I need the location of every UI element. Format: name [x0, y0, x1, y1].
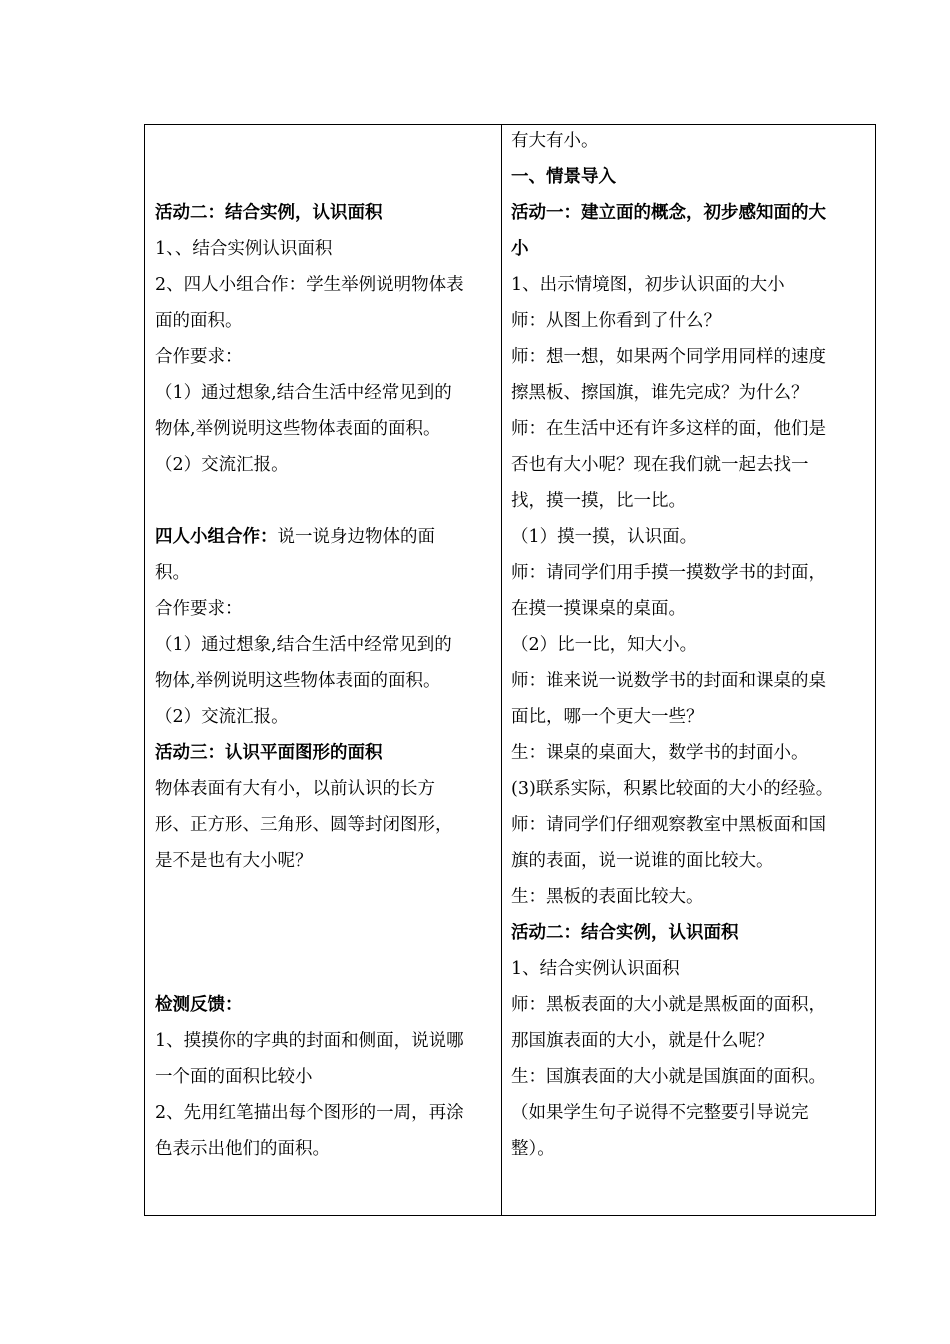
line-text: （如果学生句子说得不完整要引导说完	[511, 1103, 809, 1123]
line-text: （2）比一比，知大小。	[511, 635, 698, 655]
line-text: 积。	[155, 563, 190, 583]
text-line	[511, 741, 809, 765]
line-text: 活动一：建立面的概念，初步感知面的大	[511, 203, 826, 223]
line-text: 生：黑板的表面比较大。	[511, 887, 704, 907]
text-line	[511, 417, 826, 441]
line-text: 是不是也有大小呢？	[155, 851, 313, 871]
text-line	[155, 345, 243, 369]
text-line	[511, 1065, 826, 1089]
text-line	[511, 525, 697, 549]
line-text: 面的面积。	[155, 311, 243, 331]
text-line	[511, 813, 826, 837]
line-text: 1、摸摸你的字典的封面和侧面，说说哪	[155, 1031, 464, 1051]
text-line	[155, 1065, 313, 1089]
line-text: 旗的表面，说一说谁的面比较大。	[511, 851, 774, 871]
line-text: (3)联系实际，积累比较面的大小的经验。	[511, 779, 834, 799]
line-text: 物体,举例说明这些物体表面的面积。	[155, 671, 441, 691]
line-text: 活动二：结合实例，认识面积	[511, 923, 739, 943]
line-text: 物体,举例说明这些物体表面的面积。	[155, 419, 441, 439]
text-line	[511, 237, 529, 261]
right-column	[511, 125, 873, 1215]
line-text: 说一说身边物体的面	[277, 527, 435, 547]
text-line	[511, 993, 826, 1017]
text-line	[511, 921, 739, 945]
text-line	[511, 1137, 555, 1161]
line-text: 擦黑板、擦国旗，谁先完成？为什么？	[511, 383, 809, 403]
text-line	[511, 489, 686, 513]
line-text: 2、先用红笔描出每个图形的一周，再涂	[155, 1103, 464, 1123]
text-line	[155, 741, 383, 765]
line-text: （1）通过想象,结合生活中经常见到的	[155, 383, 452, 403]
column-divider	[501, 125, 502, 1215]
left-column	[155, 125, 495, 1215]
line-text: 面比，哪一个更大一些？	[511, 707, 704, 727]
line-text: 在摸一摸课桌的桌面。	[511, 599, 686, 619]
text-line	[511, 165, 616, 189]
line-text: 活动三：认识平面图形的面积	[155, 743, 383, 763]
text-line	[155, 813, 453, 837]
line-text: 合作要求：	[155, 599, 243, 619]
text-line	[155, 417, 441, 441]
bold-label: 四人小组合作：	[155, 527, 278, 547]
text-line	[511, 597, 686, 621]
line-text: 2、四人小组合作：学生举例说明物体表	[155, 275, 464, 295]
line-text: 整）。	[511, 1139, 555, 1159]
text-line	[511, 129, 599, 153]
text-line	[511, 669, 826, 693]
text-line	[155, 993, 243, 1017]
line-text: 师：想一想，如果两个同学用同样的速度	[511, 347, 826, 367]
text-line	[155, 1101, 464, 1125]
line-text: 一、情景导入	[511, 167, 616, 187]
text-line	[511, 1029, 774, 1053]
text-line	[155, 453, 289, 477]
text-line	[511, 453, 809, 477]
text-line	[511, 561, 826, 585]
line-text: 师：在生活中还有许多这样的面，他们是	[511, 419, 826, 439]
line-text: 一个面的面积比较小	[155, 1067, 313, 1087]
text-line	[511, 201, 826, 225]
text-line	[155, 669, 441, 693]
line-text: 活动二：结合实例，认识面积	[155, 203, 383, 223]
text-line	[155, 237, 332, 261]
text-line	[155, 633, 452, 657]
line-text: 小	[511, 239, 529, 259]
text-line	[155, 849, 313, 873]
lesson-plan-table	[144, 124, 876, 1216]
text-line	[155, 705, 289, 729]
text-line	[511, 633, 697, 657]
text-line	[155, 1029, 464, 1053]
text-line	[155, 525, 435, 549]
text-line	[511, 777, 833, 801]
line-text: 色表示出他们的面积。	[155, 1139, 330, 1159]
line-text: 师：从图上你看到了什么？	[511, 311, 721, 331]
text-line	[511, 705, 704, 729]
line-text: 检测反馈：	[155, 995, 243, 1015]
text-line	[155, 597, 243, 621]
line-text: （1）通过想象,结合生活中经常见到的	[155, 635, 452, 655]
line-text: 1、出示情境图，初步认识面的大小	[511, 275, 785, 295]
line-text: 否也有大小呢？现在我们就一起去找一	[511, 455, 809, 475]
line-text: 生：课桌的桌面大，数学书的封面小。	[511, 743, 809, 763]
line-text: 生：国旗表面的大小就是国旗面的面积。	[511, 1067, 826, 1087]
line-text: （1）摸一摸，认识面。	[511, 527, 698, 547]
text-line	[511, 309, 721, 333]
text-line	[511, 885, 704, 909]
line-text: 师：请同学们用手摸一摸数学书的封面，	[511, 563, 826, 583]
text-line	[155, 561, 190, 585]
line-text: 师：黑板表面的大小就是黑板面的面积，	[511, 995, 826, 1015]
text-line	[155, 777, 435, 801]
line-text: 师：请同学们仔细观察教室中黑板面和国	[511, 815, 826, 835]
line-text: 合作要求：	[155, 347, 243, 367]
line-text: 形、正方形、三角形、圆等封闭图形，	[155, 815, 453, 835]
text-line	[511, 345, 826, 369]
text-line	[155, 201, 383, 225]
text-line	[155, 273, 464, 297]
text-line	[155, 309, 243, 333]
line-text: 1、结合实例认识面积	[511, 959, 680, 979]
line-text: 1、、结合实例认识面积	[155, 239, 333, 259]
text-line	[511, 273, 785, 297]
line-text: 物体表面有大有小，以前认识的长方	[155, 779, 435, 799]
line-text: 师：谁来说一说数学书的封面和课桌的桌	[511, 671, 826, 691]
text-line	[511, 381, 809, 405]
text-line	[511, 1101, 809, 1125]
text-line	[155, 1137, 330, 1161]
line-text: 有大有小。	[511, 131, 599, 151]
line-text: 那国旗表面的大小，就是什么呢？	[511, 1031, 774, 1051]
line-text: （2）交流汇报。	[155, 455, 289, 475]
text-line	[511, 849, 774, 873]
text-line	[511, 957, 680, 981]
line-text: （2）交流汇报。	[155, 707, 289, 727]
text-line	[155, 381, 452, 405]
line-text: 找，摸一摸，比一比。	[511, 491, 686, 511]
